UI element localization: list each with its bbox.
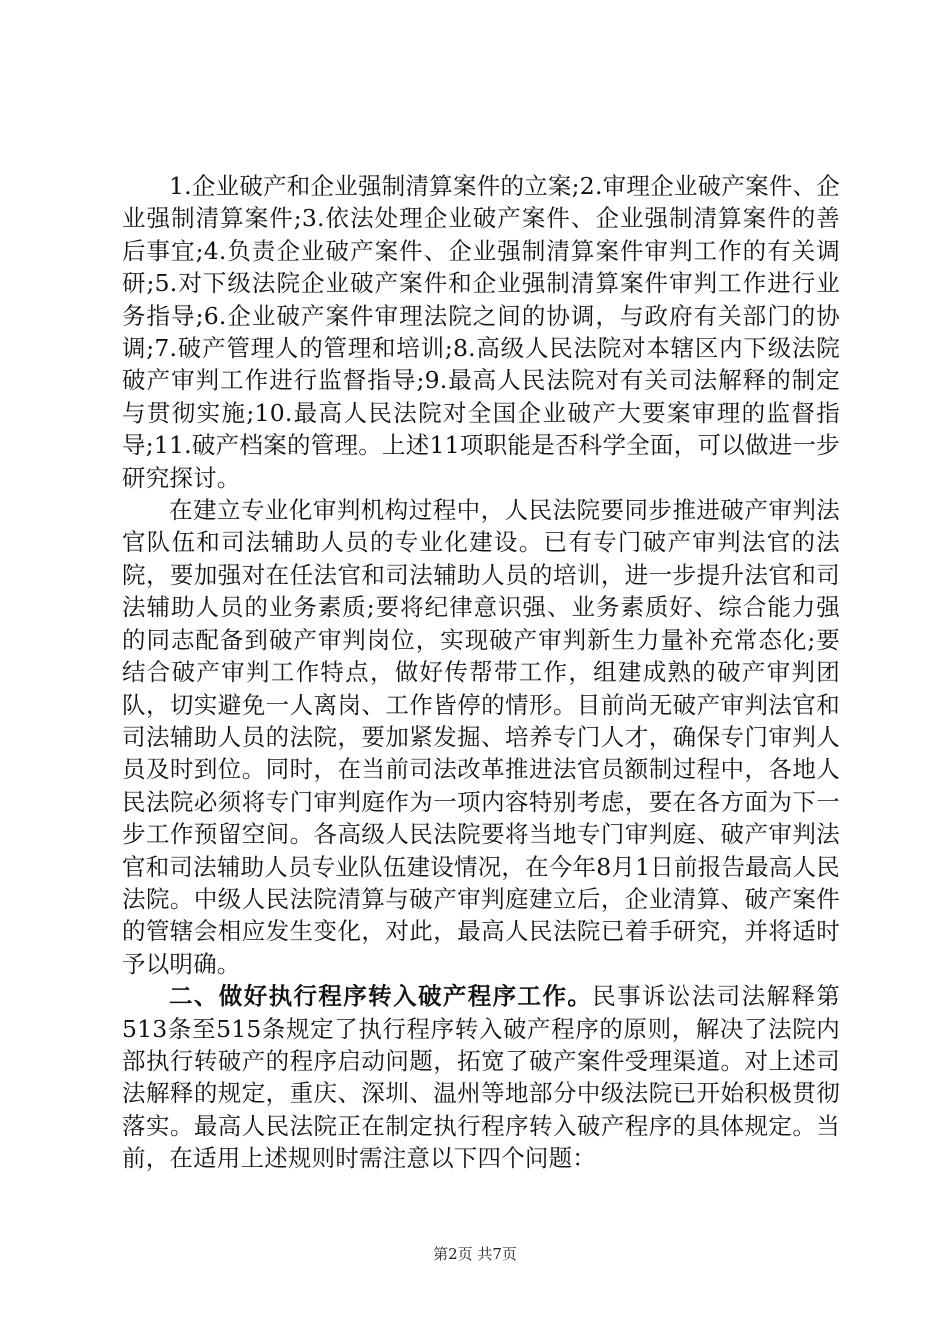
paragraph-execution-to-bankruptcy (122, 980, 840, 1174)
section-body-text: 民事诉讼法司法解释第513条至515条规定了执行程序转入破产程序的原则，解决了法院内部执行转破产的程序启动问题，拓宽了破产案件受理渠道。对上述司法解释的规定，重庆、深圳、温州等地部分中级法院已开始积极贯彻落实。最高人民法院正在制定执行程序转入破产程序的具体规定。当前，在适用上述规则时需注意以下四个问题： (122, 982, 840, 1173)
section-heading: 二、做好执行程序转入破产程序工作。 (169, 982, 593, 1011)
document-body (122, 170, 840, 1175)
page-number-footer: 第2页 共7页 (433, 1245, 517, 1263)
paragraph-duties-list: 1.企业破产和企业强制清算案件的立案;2.审理企业破产案件、企业强制清算案件;3.依法处理企业破产案件、企业强制清算案件的善后事宜;4.负责企业破产案件、企业强制清算案件审判工作的有关调研;5.对下级法院企业破产案件和企业强制清算案件审判工作进行业务指导;6.企业破产案件审理法院之间的协调，与政府有关部门的协调;7.破产管理人的管理和培训;8.高级人民法院对本辖区内下级法院破产审判工作进行监督指导;9.最高人民法院对有关司法解释的制定与贯彻实施;10.最高人民法院对全国企业破产大要案审理的监督指导;11.破产档案的管理。上述11项职能是否科学全面，可以做进一步研究探讨。 (122, 172, 840, 492)
paragraph-specialized-staff: 在建立专业化审判机构过程中，人民法院要同步推进破产审判法官队伍和司法辅助人员的专业化建设。已有专门破产审判法官的法院，要加强对在任法官和司法辅助人员的培训，进一步提升法官和司法辅助人员的业务素质;要将纪律意识强、业务素质好、综合能力强的同志配备到破产审判岗位，实现破产审判新生力量补充常态化;要结合破产审判工作特点，做好传帮带工作，组建成熟的破产审判团队，切实避免一人离岗、工作皆停的情形。目前尚无破产审判法官和司法辅助人员的法院，要加紧发掘、培养专门人才，确保专门审判人员及时到位。同时，在当前司法改革推进法官员额制过程中，各地人民法院必须将专门审判庭作为一项内容特别考虑，要在各方面为下一步工作预留空间。各高级人民法院要将当地专门审判庭、破产审判法官和司法辅助人员专业队伍建设情况，在今年8月1日前报告最高人民法院。中级人民法院清算与破产审判庭建立后，企业清算、破产案件的管辖会相应发生变化，对此，最高人民法院已着手研究，并将适时予以明确。 (122, 496, 840, 978)
